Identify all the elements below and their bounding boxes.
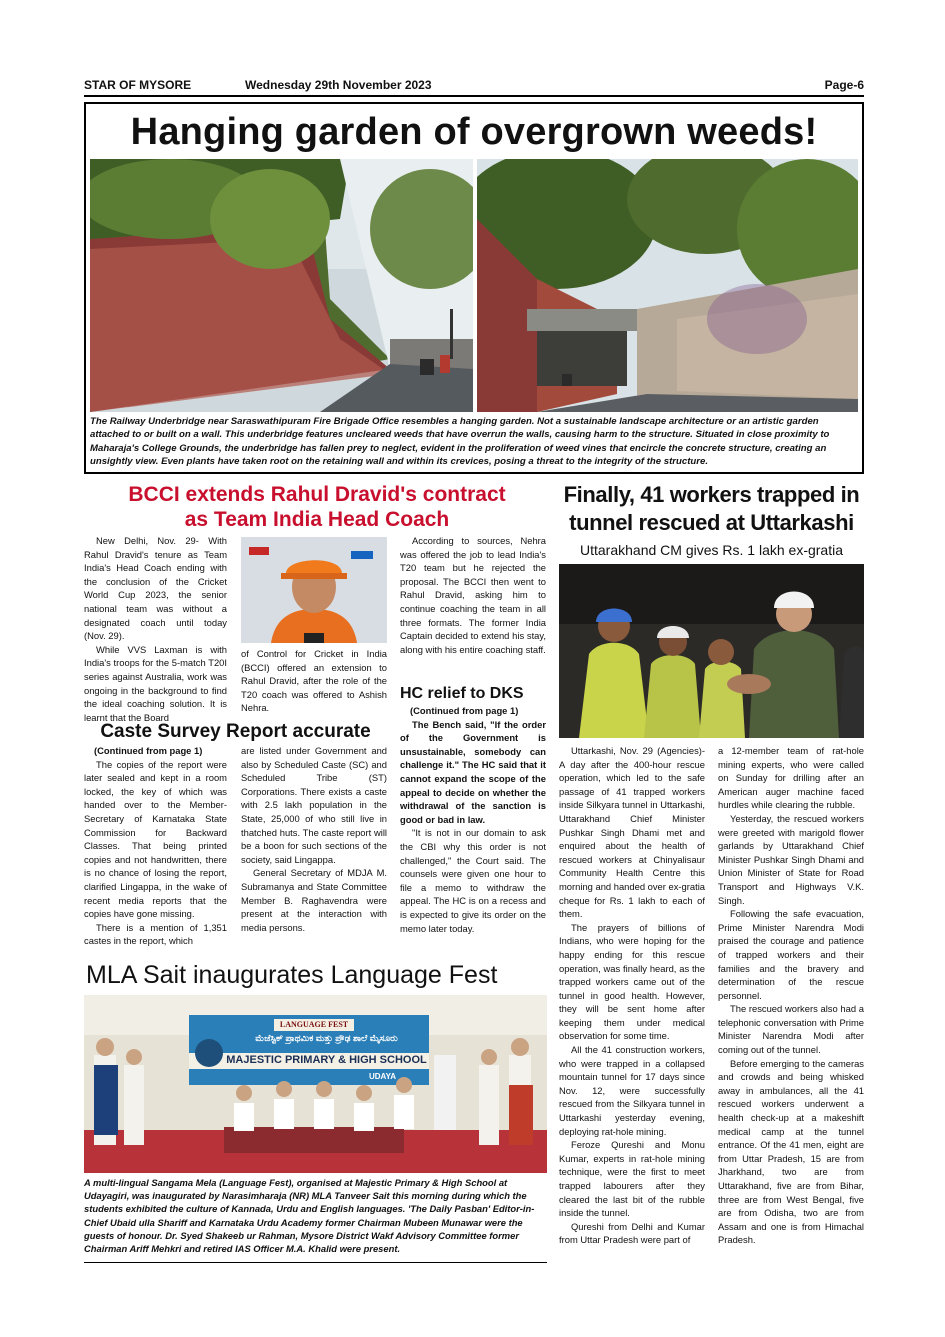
dravid-column-1: [84, 534, 227, 724]
garden-caption: The Railway Underbridge near Saraswathipuram Fire Brigade Office resembles a hanging garden. Not a sustainable landscape architecture or an artistic garden attached to or built on a wall. This underbridge features uncleared weeds that have overrun the walls, causing harm to the structure. Situated in close proximity to Maharaja's College Grounds, the underbridge has fallen prey to neglect, evident in the proliferation of weed vines that encircle the concrete structure, creating an unsightly view. Even plants have taken root on the retaining wall and within its crevices, posing a threat to the integrity of the structure.: [90, 416, 830, 468]
dravid-headline-line2: as Team India Head Coach: [184, 508, 450, 531]
dks-column: [400, 704, 546, 935]
dks-paragraph: "It is not in our domain to ask the CBI why this order is not challenged," the Court said. The counsels were given one hour to file a memo to withdraw the appeal. The HC is on a recess and is expected to give its order on the memo later today.: [400, 827, 546, 934]
dravid-photo: [241, 537, 387, 643]
dks-headline: HC relief to DKS: [400, 685, 524, 702]
tunnel-subhead: Uttarakhand CM gives Rs. 1 lakh ex-gratia: [580, 542, 843, 558]
banner-title: LANGUAGE FEST: [279, 1020, 349, 1029]
tunnel-photo-image: [559, 564, 864, 738]
dravid-headline: [84, 482, 550, 532]
underbridge-photo-right: [477, 159, 858, 412]
tunnel-paragraph: Qureshi from Delhi and Kumar from Uttar Pradesh were part of: [559, 1220, 705, 1246]
masthead: [84, 78, 864, 94]
banner-place: UDAYA: [369, 1072, 396, 1081]
caste-headline: Caste Survey Report accurate: [100, 721, 371, 742]
issue-date: Wednesday 29th November 2023: [245, 78, 432, 92]
tunnel-paragraph: Yesterday, the rescued workers were greeted with marigold flower garlands by Uttarakhand Chief Minister Pushkar Singh Dhami and Union Minister of State for Road Transport and Highways V.K. Singh.: [718, 812, 864, 906]
tunnel-paragraph: The rescued workers also had a telephonic conversation with Prime Minister Narendra Modi after coming out of the tunnel.: [718, 1003, 864, 1056]
fest-headline: MLA Sait inaugurates Language Fest: [86, 961, 498, 989]
underbridge-photo-right-image: [477, 159, 858, 412]
masthead-rule: [84, 95, 864, 97]
dravid-paragraph: New Delhi, Nov. 29- With Rahul Dravid's tenure as Team India's Head Coach ending with the conclusion of the Cricket World Cup 2023, the senior national team was without a designated coach until today (Nov. 29).: [84, 535, 227, 642]
page-number: Page-6: [824, 78, 864, 92]
underbridge-photo-left-image: [90, 159, 473, 412]
paper-name: STAR OF MYSORE: [84, 78, 192, 92]
tunnel-paragraph: All the 41 construction workers, who were trapped in a collapsed mountain tunnel for 17 days since Nov. 12, were successfully rescued from the Silkyara tunnel in Uttarkashi yesterday evening, deploying rat-hole mining.: [559, 1044, 705, 1137]
tunnel-headline: [559, 481, 864, 537]
caste-continued-label: (Continued from page 1): [94, 745, 203, 756]
tunnel-photo: [559, 564, 864, 738]
tunnel-paragraph: a 12-member team of rat-hole mining experts, who were called on Sunday for drilling after an American auger machine faced hurdles while clearing the rubble.: [718, 745, 864, 811]
dravid-column-3: [400, 534, 546, 656]
caste-paragraph: There is a mention of 1,351 castes in the report, which: [84, 921, 227, 947]
tunnel-headline-line1: Finally, 41 workers trapped in: [563, 482, 860, 507]
tunnel-paragraph: The prayers of billions of Indians, who were hoping for the happy ending for this rescue operation, was finally heard, as the trapped workers came out of the tunnel in good health. However, they will be sent home after keeping them under medical observation for some time.: [559, 921, 705, 1042]
caste-paragraph: The copies of the report were later sealed and kept in a room locked, the key of which was handed over to the Member-Secretary of Karnataka State Commission for Backward Classes. That being printed copies and not handwritten, there is no chance of losing the report, clarified Lingappa, in the wake of recent media reports that the copies have gone missing.: [84, 758, 227, 920]
garden-story-box: [84, 102, 864, 474]
dravid-paragraph: According to sources, Nehra was offered the job to lead India's T20 team but he rejected the proposal. The BCCI then went to Rahul Dravid, asking him to continue coaching the team in all three formats. The former India Captain decided to extend his stay, along with his entire coaching staff.: [400, 535, 546, 655]
fest-caption-rule: [84, 1262, 547, 1263]
dks-paragraph: The Bench said, "If the order of the Government is unsustainable, somebody can challenge it." The HC said that it cannot expand the scope of the appeal to decide on whether the withdrawal of the sanction is good or bad in law.: [400, 718, 546, 825]
tunnel-paragraph: Uttarkashi, Nov. 29 (Agencies)- A day after the 400-hour rescue operation, which led to the safe passage of 41 trapped workers inside Silkyara tunnel in Uttarkashi, Uttarakhand Chief Minister Pushkar Singh Dhami met and enquired about the health of rescued workers at Chinyalisaur Community Health Centre this morning and handed over ex-gratia cheque for Rs. 1 lakh to each of them.: [559, 745, 705, 920]
tunnel-column-1: [559, 744, 705, 1247]
dravid-headline-line1: BCCI extends Rahul Dravid's contract: [128, 483, 506, 506]
dravid-photo-image: [241, 537, 387, 643]
dks-continued-label: (Continued from page 1): [410, 705, 519, 716]
fest-caption: A multi-lingual Sangama Mela (Language Fest), organised at Majestic Primary & High School at Udayagiri, was inaugurated by Narasimharaja (NR) MLA Tanveer Sait this morning during which the students exhibited the culture of Kannada, Urdu and English languages. 'The Daily Pasban' Editor-in-Chief Ubaid ulla Shariff and Karnataka Urdu Academy former Chairman Mubeen Munawar were the guests of honour. Dr. Syed Shakeeb ur Rahman, Mysore District Wakf Advisory Committee former Chairman Ariff Mehkri and retired IAS Officer M.A. Khalid were present.: [84, 1177, 535, 1255]
tunnel-paragraph: Following the safe evacuation, Prime Minister Narendra Modi praised the courage and patience of trapped workers and their families and the bravery and determination of the rescue personnel.: [718, 908, 864, 1001]
banner-kannada: ಮೆಜೆಸ್ಟಿಕ್ ಪ್ರಾಥಮಿಕ ಮತ್ತು ಪ್ರೌಢ ಶಾಲೆ ಮೈಸೂರು: [255, 1033, 398, 1043]
underbridge-photo-left: [90, 159, 473, 412]
tunnel-headline-line2: tunnel rescued at Uttarkashi: [569, 510, 854, 535]
tunnel-paragraph: Before emerging to the cameras and crowds and being whisked away in ambulances, all the 41 rescued workers underwent a health check-up at a makeshift medical camp at the tunnel entrance. Of the 41 men, eight are from Uttar Pradesh, 15 are from Jharkhand, two are from Uttarakhand, five are from Bihar, three are from West Bengal, five are from Odisha, two are from Assam and one is from Himachal Pradesh.: [718, 1057, 864, 1246]
dravid-paragraph: While VVS Laxman is with India's troops for the 5-match T20I series against Australia, work was ongoing in the background to find the ideal coaching solution. It is learnt that the Board: [84, 643, 227, 723]
caste-paragraph: General Secretary of MDJA M. Subramanya and State Committee Member B. Raghavendra were present at the interaction with media persons.: [241, 867, 387, 933]
caste-column-2: [241, 744, 387, 934]
tunnel-column-2: [718, 744, 864, 1247]
garden-headline: Hanging garden of overgrown weeds!: [130, 111, 818, 153]
caste-paragraph: are listed under Government and also by Scheduled Caste (SC) and Scheduled Tribe (ST) Corporations. There exists a caste with 2.5 lakh population in the State, 25,000 of who still live in thatched huts. The caste report will be a boon for such sections of the society, said Lingappa.: [241, 745, 387, 865]
dravid-paragraph: of Control for Cricket in India (BCCI) offered an extension to Rahul Dravid, after the role of the T20 coach was offered to Ashish Nehra.: [241, 648, 387, 714]
dravid-column-2: [241, 647, 387, 715]
caste-column-1: [84, 744, 227, 948]
fest-photo: [84, 995, 547, 1173]
banner-school-name: MAJESTIC PRIMARY & HIGH SCHOOL: [226, 1054, 427, 1066]
tunnel-paragraph: Feroze Qureshi and Monu Kumar, experts in rat-hole mining technique, were the first to meet trapped labourers after they cleared the last bit of the rubble inside the tunnel.: [559, 1139, 705, 1219]
